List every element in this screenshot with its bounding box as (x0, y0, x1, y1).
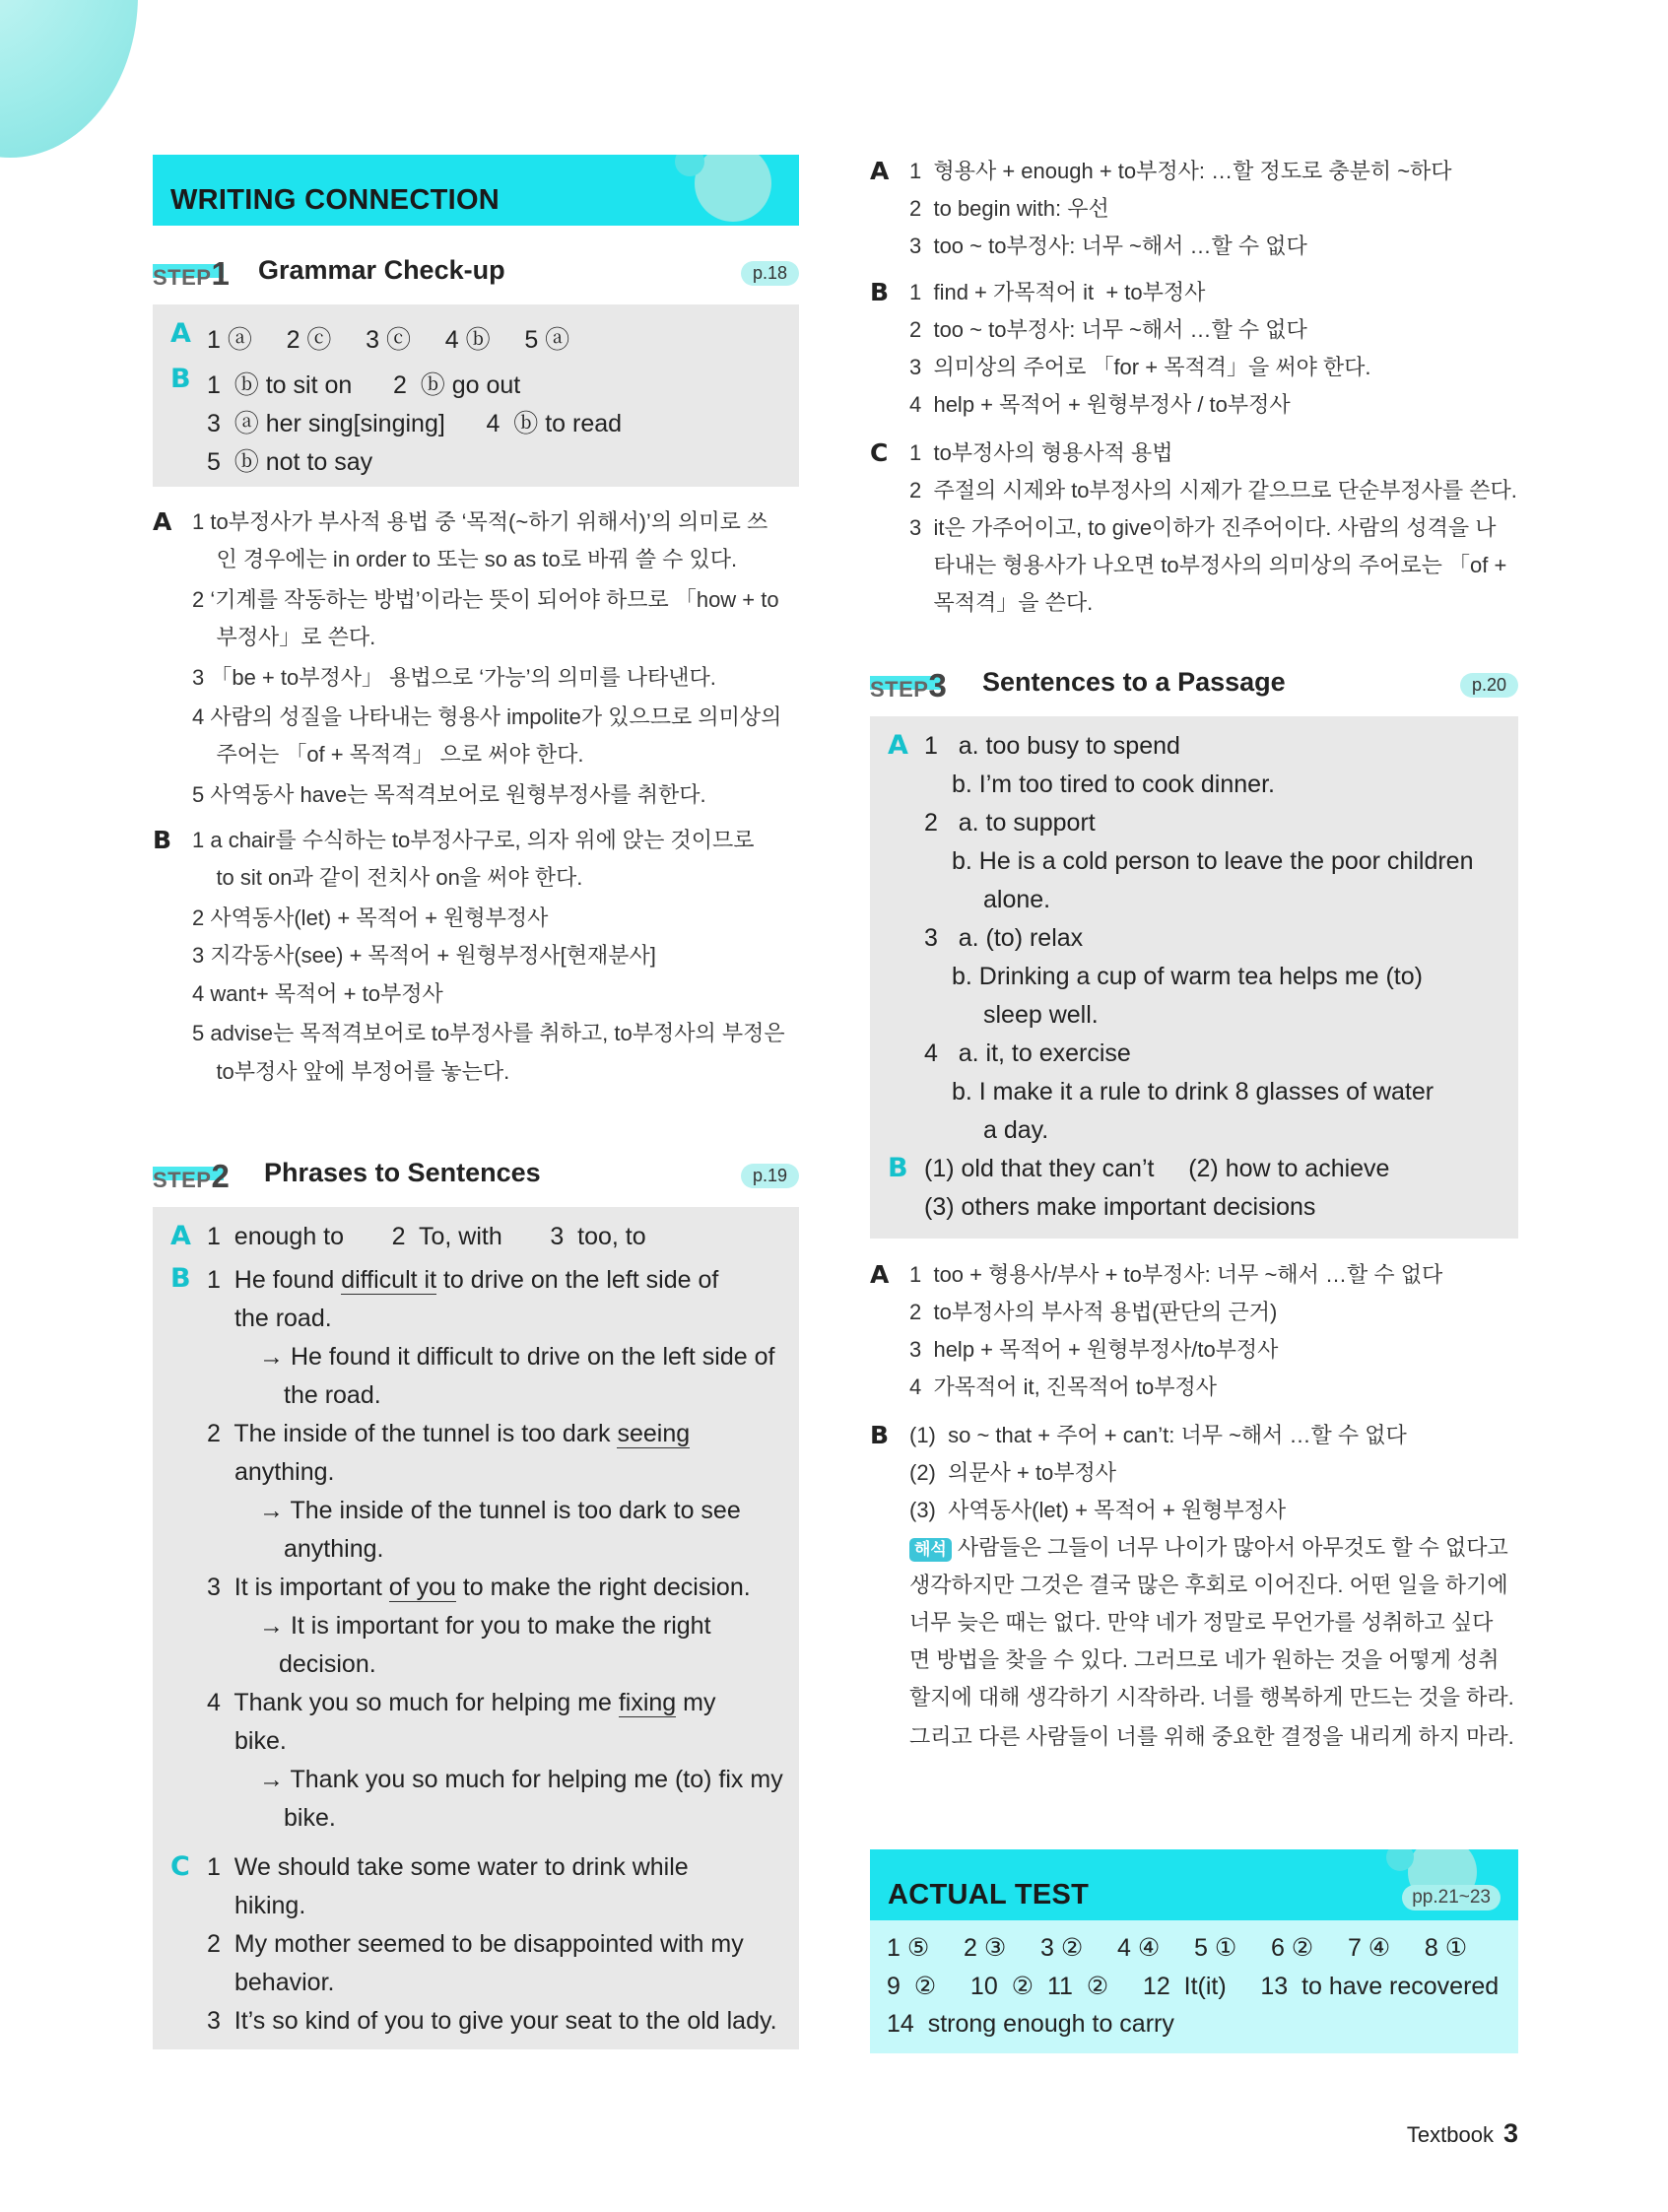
actual-test-banner (870, 1849, 1518, 1920)
explanation-line: 2 사역동사(let) + 목적어 + 원형부정사 (192, 905, 549, 930)
step2-answer-box (153, 1207, 799, 2049)
answer-line: 1 ⑤ 2 ③ 3 ② 4 ④ 5 ① 6 ② 7 ④ 8 ① (887, 1934, 1468, 1962)
answer-line: sleep well. (983, 1001, 1099, 1029)
section-label: B (888, 1153, 908, 1183)
section-label: B (170, 1263, 191, 1294)
writing-connection-banner (153, 155, 799, 226)
step2-explanation-c (870, 435, 1518, 632)
answer-line: 1 He found difficult it to drive on the left side of (207, 1266, 719, 1294)
answer-line: 3 a. (to) relax (924, 924, 1084, 952)
explanation-line: 4 help + 목적어 + 원형부정사 / to부정사 (909, 392, 1291, 417)
step1-answer-box (153, 304, 799, 487)
translation-line: 생각하지만 그것은 결국 많은 후회로 이어진다. 어떤 일을 하기에 (909, 1573, 1508, 1597)
section-label: B (153, 826, 172, 854)
banner-title: ACTUAL TEST (888, 1879, 1090, 1910)
translation-line: 너무 늦은 때는 없다. 만약 네가 정말로 무언가를 성취하고 싶다 (909, 1610, 1494, 1635)
explanation-line: 3 의미상의 주어로 「for + 목적격」을 써야 한다. (909, 355, 1371, 379)
answer-line: decision. (279, 1650, 376, 1678)
explanation-line: 2 to부정사의 부사적 용법(판단의 근거) (909, 1300, 1278, 1324)
section-label: A (170, 1221, 191, 1251)
explanation-line: (1) so ~ that + 주어 + can’t: 너무 ~해서 …할 수 없다 (909, 1423, 1407, 1447)
explanation-line: 1 to부정사가 부사적 용법 중 ‘목적(~하기 위해서)’의 의미로 쓰 (192, 509, 768, 534)
answer-line: 9 ② 10 ② 11 ② 12 It(it) 13 to have recovered (887, 1973, 1500, 2000)
answer-line: the road. (234, 1305, 332, 1332)
answer-line: 3 ⓐ her sing[singing] 4 ⓑ to read (207, 410, 623, 437)
explanation-line: 3 지각동사(see) + 목적어 + 원형부정사[현재분사] (192, 943, 656, 968)
explanation-line: 목적격」을 쓴다. (909, 590, 1094, 615)
answer-line: → Thank you so much for helping me (to) fix my (259, 1766, 783, 1793)
corner-decoration (0, 0, 138, 158)
section-label: A (888, 730, 908, 761)
section-label: C (870, 438, 889, 467)
translation-tag: 해석 (909, 1538, 952, 1562)
explanation-line: to sit on과 같이 전치사 on을 써야 한다. (192, 865, 583, 890)
answer-line: 3 It is important of you to make the right decision. (207, 1574, 751, 1601)
bubble-decoration (695, 155, 771, 222)
translation-line: 해석 사람들은 그들이 너무 나이가 많아서 아무것도 할 수 없다고 (909, 1529, 1508, 1567)
answer-line: 1 enough to 2 To, with 3 too, to (207, 1223, 646, 1250)
answer-line: 1 ⓐ 2 ⓒ 3 ⓒ 4 ⓑ 5 ⓐ (207, 326, 570, 354)
page-ref: p.19 (741, 1164, 799, 1188)
step-title: Phrases to Sentences (264, 1158, 541, 1187)
explanation-line: 인 경우에는 in order to 또는 so as to로 바꿔 쓸 수 있다. (192, 547, 738, 571)
answer-line: 2 a. to support (924, 809, 1096, 837)
answer-line: the road. (284, 1381, 381, 1409)
explanation-line: 주어는 「of + 목적격」 으로 써야 한다. (192, 742, 584, 767)
answer-line: 4 a. it, to exercise (924, 1039, 1131, 1067)
step3-header (870, 665, 1518, 704)
step2-explanation-a (870, 153, 1518, 271)
page-footer (1407, 2118, 1518, 2149)
step3-answer-box (870, 716, 1518, 1239)
answer-line: → It is important for you to make the right (259, 1612, 711, 1640)
step-badge: STEP3 (870, 667, 947, 704)
section-label: B (170, 364, 191, 394)
section-label: C (170, 1851, 190, 1882)
answer-line: 5 ⓑ not to say (207, 448, 373, 476)
translation-line: 그리고 다른 사람들이 너를 위해 중요한 결정을 내리게 하지 마라. (909, 1724, 1514, 1749)
translation-line: 할지에 대해 생각하기 시작하라. 너를 행복하게 만드는 것을 하라. (909, 1685, 1514, 1709)
answer-line: bike. (234, 1727, 287, 1755)
section-label: B (870, 278, 890, 306)
explanation-line: 1 a chair를 수식하는 to부정사구로, 의자 위에 앉는 것이므로 (192, 828, 755, 852)
footer-label: Textbook (1406, 2122, 1494, 2147)
section-label: A (870, 1260, 890, 1289)
answer-line: 2 My mother seemed to be disappointed with my (207, 1930, 744, 1958)
answer-line: 14 strong enough to carry (887, 2010, 1174, 2038)
answer-line: 3 It’s so kind of you to give your seat to the old lady. (207, 2007, 777, 2035)
explanation-line: 1 find + 가목적어 it + to부정사 (909, 280, 1206, 304)
explanation-line: 3 too ~ to부정사: 너무 ~해서 …할 수 없다 (909, 234, 1307, 258)
answer-line: behavior. (234, 1969, 335, 1996)
answer-line: anything. (284, 1535, 384, 1563)
step3-explanation-b (870, 1417, 1518, 1772)
explanation-line: 2 주절의 시제와 to부정사의 시제가 같으므로 단순부정사를 쓴다. (909, 478, 1517, 503)
step3-explanation-a (870, 1256, 1518, 1414)
explanation-line: 부정사」로 쓴다. (192, 625, 376, 649)
section-label: A (170, 318, 191, 349)
actual-test-answers (870, 1920, 1518, 2053)
answer-line: → The inside of the tunnel is too dark to see (259, 1497, 741, 1524)
answer-line: (3) others make important decisions (924, 1193, 1316, 1221)
explanation-line: 1 too + 형용사/부사 + to부정사: 너무 ~해서 …할 수 없다 (909, 1262, 1443, 1287)
answer-line: 1 a. too busy to spend (924, 732, 1180, 760)
explanation-line: (3) 사역동사(let) + 목적어 + 원형부정사 (909, 1498, 1287, 1522)
step-title: Sentences to a Passage (982, 667, 1286, 697)
explanation-line: 1 형용사 + enough + to부정사: …할 정도로 충분히 ~하다 (909, 159, 1452, 183)
translation-line: 면 방법을 찾을 수 있다. 그러므로 네가 원하는 것을 어떻게 성취 (909, 1647, 1500, 1672)
explanation-line: 3 「be + to부정사」 용법으로 ‘가능’의 의미를 나타낸다. (192, 665, 716, 690)
answer-line: 4 Thank you so much for helping me fixing my (207, 1689, 716, 1716)
answer-line: → He found it difficult to drive on the left side of (259, 1343, 775, 1371)
explanation-line: 4 want+ 목적어 + to부정사 (192, 981, 443, 1006)
answer-line: hiking. (234, 1892, 306, 1919)
explanation-line: (2) 의문사 + to부정사 (909, 1460, 1117, 1485)
answer-line: (1) old that they can’t (2) how to achieve (924, 1155, 1390, 1182)
answer-line: b. I make it a rule to drink 8 glasses of water (952, 1078, 1434, 1106)
explanation-line: 타내는 형용사가 나오면 to부정사의 의미상의 주어로는 「of + (909, 553, 1507, 577)
answer-line: b. I’m too tired to cook dinner. (952, 771, 1275, 798)
explanation-line: 5 사역동사 have는 목적격보어로 원형부정사를 취한다. (192, 782, 706, 807)
step1-explanation-b (153, 822, 799, 1088)
step-badge: STEP2 (153, 1158, 230, 1194)
answer-line: bike. (284, 1804, 336, 1832)
answer-line: 2 The inside of the tunnel is too dark seeing (207, 1420, 691, 1447)
explanation-line: to부정사 앞에 부정어를 놓는다. (192, 1059, 510, 1084)
explanation-line: 3 help + 목적어 + 원형부정사/to부정사 (909, 1337, 1279, 1362)
explanation-line: 2 to begin with: 우선 (909, 196, 1109, 221)
explanation-line: 3 it은 가주어이고, to give이하가 진주어이다. 사람의 성격을 나 (909, 515, 1497, 540)
page-ref: pp.21~23 (1402, 1885, 1501, 1910)
step2-header (153, 1156, 799, 1194)
explanation-line: 4 사람의 성질을 나타내는 형용사 impolite가 있으므로 의미상의 (192, 704, 782, 729)
explanation-line: 2 too ~ to부정사: 너무 ~해서 …할 수 없다 (909, 317, 1307, 342)
step2-explanation-b (870, 274, 1518, 432)
page-ref: p.18 (741, 261, 799, 286)
explanation-line: 5 advise는 목적격보어로 to부정사를 취하고, to부정사의 부정은 (192, 1021, 785, 1045)
step-title: Grammar Check-up (258, 255, 505, 285)
step1-explanation-a (153, 503, 799, 809)
answer-line: b. Drinking a cup of warm tea helps me (to) (952, 963, 1423, 990)
answer-line: b. He is a cold person to leave the poor children (952, 847, 1474, 875)
page-number: 3 (1502, 2118, 1518, 2148)
answer-line: 1 We should take some water to drink while (207, 1853, 689, 1881)
answer-line: anything. (234, 1458, 335, 1486)
explanation-line: 4 가목적어 it, 진목적어 to부정사 (909, 1374, 1218, 1399)
explanation-line: 2 ‘기계를 작동하는 방법’이라는 뜻이 되어야 하므로 「how + to (192, 587, 779, 612)
page-ref: p.20 (1460, 673, 1518, 698)
step-badge: STEP1 (153, 255, 230, 292)
explanation-line: 1 to부정사의 형용사적 용법 (909, 440, 1173, 465)
answer-line: alone. (983, 886, 1051, 913)
section-label: A (153, 507, 172, 536)
section-label: B (870, 1421, 890, 1449)
banner-title: WRITING CONNECTION (170, 184, 500, 216)
answer-line: a day. (983, 1116, 1049, 1144)
step1-header (153, 253, 799, 292)
answer-line: 1 ⓑ to sit on 2 ⓑ go out (207, 371, 521, 399)
section-label: A (870, 157, 890, 185)
